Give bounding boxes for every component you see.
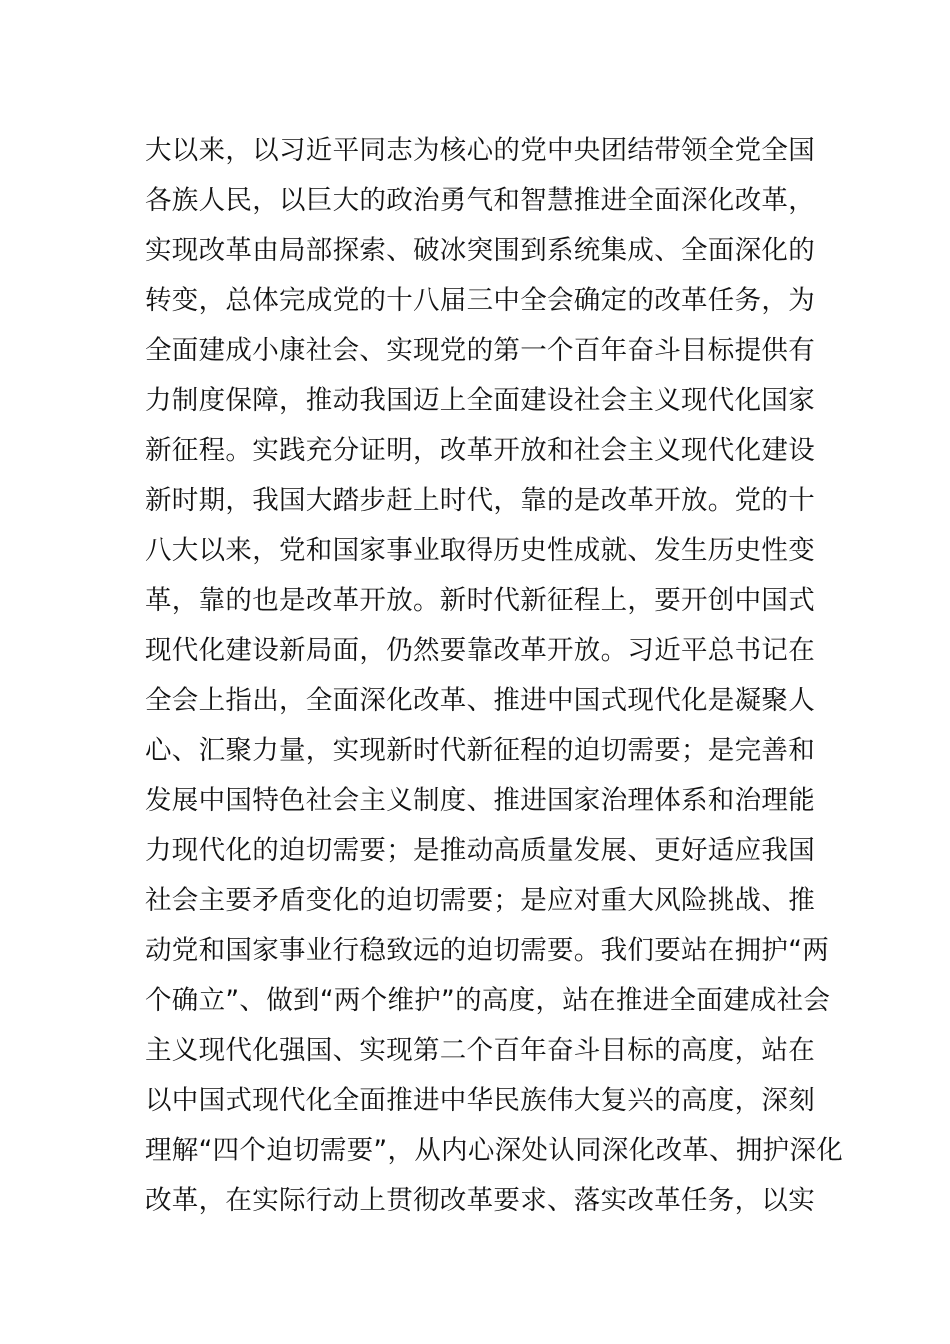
- text-line-5: 全面建成小康社会、实现党的第一个百年奋斗目标提供有: [145, 335, 815, 366]
- text-line-1: 大以来，以习近平同志为核心的党中央团结带领全党全国: [145, 135, 815, 166]
- text-line-17: 动党和国家事业行稳致远的迫切需要。我们要站在拥护“两: [145, 935, 830, 966]
- text-line-9: 八大以来，党和国家事业取得历史性成就、发生历史性变: [145, 535, 815, 566]
- text-line-18: 个确立”、做到“两个维护”的高度，站在推进全面建成社会: [145, 985, 831, 1016]
- text-line-10: 革，靠的也是改革开放。新时代新征程上，要开创中国式: [145, 585, 815, 616]
- text-line-14: 发展中国特色社会主义制度、推进国家治理体系和治理能: [145, 785, 815, 816]
- body-text: [145, 126, 844, 1226]
- text-line-3: 实现改革由局部探索、破冰突围到系统集成、全面深化的: [145, 235, 815, 266]
- text-line-19: 主义现代化强国、实现第二个百年奋斗目标的高度，站在: [145, 1035, 815, 1066]
- text-line-22: 改革，在实际行动上贯彻改革要求、落实改革任务，以实: [145, 1185, 815, 1216]
- text-line-13: 心、汇聚力量，实现新时代新征程的迫切需要；是完善和: [145, 735, 815, 766]
- text-line-16: 社会主要矛盾变化的迫切需要；是应对重大风险挑战、推: [145, 885, 815, 916]
- text-line-6: 力制度保障，推动我国迈上全面建设社会主义现代化国家: [145, 385, 815, 416]
- text-line-20: 以中国式现代化全面推进中华民族伟大复兴的高度，深刻: [145, 1085, 815, 1116]
- text-line-2: 各族人民，以巨大的政治勇气和智慧推进全面深化改革，: [145, 185, 815, 216]
- text-line-7: 新征程。实践充分证明，改革开放和社会主义现代化建设: [145, 435, 815, 466]
- text-line-8: 新时期，我国大踏步赶上时代，靠的是改革开放。党的十: [145, 485, 815, 516]
- text-line-4: 转变，总体完成党的十八届三中全会确定的改革任务，为: [145, 285, 815, 316]
- text-line-12: 全会上指出，全面深化改革、推进中国式现代化是凝聚人: [145, 685, 815, 716]
- text-line-21: 理解“四个迫切需要”，从内心深处认同深化改革、拥护深化: [145, 1135, 844, 1166]
- text-line-11: 现代化建设新局面，仍然要靠改革开放。习近平总书记在: [145, 635, 815, 666]
- text-line-15: 力现代化的迫切需要；是推动高质量发展、更好适应我国: [145, 835, 815, 866]
